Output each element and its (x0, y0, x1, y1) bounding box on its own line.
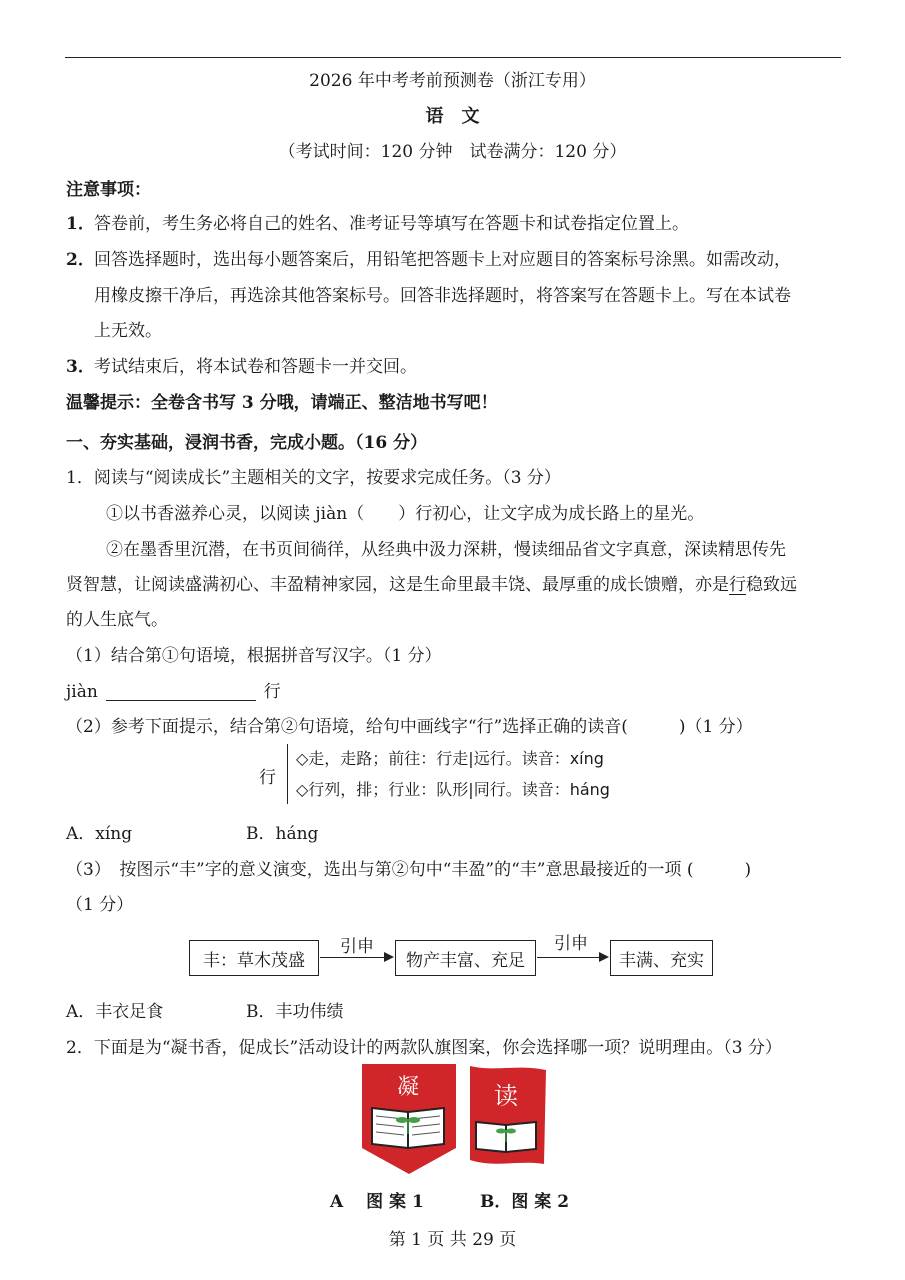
exam-title: 2026 年中考考前预测卷（浙江专用） (309, 71, 596, 91)
page-number: 第 1 页 共 29 页 (388, 1230, 517, 1250)
notice-item-text: 用橡皮擦干净后，再选涂其他答案标号。回答非选择题时，将答案写在答题卡上。写在本试卷 (94, 286, 791, 306)
flow-box-further-meaning: 丰满、充实 (610, 940, 713, 976)
flow-arrow-label: 引申 (554, 934, 588, 954)
question-1-stem: 1．阅读与“阅读成长”主题相关的文字，按要求完成任务。（3 分） (66, 468, 561, 488)
subquestion-3-option-a[interactable]: A．丰衣足食 (66, 1002, 164, 1022)
passage-sentence-1: ①以书香滋养心灵，以阅读 jiàn（ ）行初心，让文字成为成长路上的星光。 (106, 504, 705, 524)
subquestion-2: （2）参考下面提示，结合第②句语境，给句中画线字“行”选择正确的读音( )（1 分） (66, 717, 753, 737)
flow-box-extended-meaning: 物产丰富、充足 (395, 940, 536, 976)
subquestion-1: （1）结合第①句语境，根据拼音写汉字。（1 分） (66, 646, 442, 666)
flag-design-1 (362, 1064, 456, 1176)
flag-caption-b: B．图 案 2 (480, 1192, 570, 1212)
pinyin-label: jiàn (66, 682, 98, 702)
flow-arrow-label: 引申 (340, 937, 374, 957)
flag-1-char: 凝 (396, 1075, 420, 1100)
answer-char: 行 (263, 682, 281, 702)
flag-design-2 (466, 1064, 548, 1170)
notice-heading: 注意事项： (66, 180, 151, 200)
subquestion-3: （3） 按图示“丰”字的意义演变，选出与第②句中“丰盈”的“丰”意思最接近的一项 ( ) (66, 860, 752, 880)
flow-arrow-icon (320, 957, 392, 958)
notice-item-number: 1． (66, 214, 95, 234)
subquestion-2-option-a[interactable]: A．xíng (66, 824, 133, 844)
notice-item-number: 2． (66, 250, 95, 270)
passage-sentence-2: ②在墨香里沉潜，在书页间徜徉，从经典中汲力深耕，慢读细品省文字真意，深读精思传先 (106, 540, 786, 560)
question-2-stem: 2．下面是为“凝书香，促成长”活动设计的两款队旗图案，你会选择哪一项？说明理由。（3 分） (66, 1038, 782, 1058)
definition-1: ◇走，走路；前往：行走|远行。读音：xíng (296, 749, 604, 768)
subquestion-2-option-b[interactable]: B．háng (246, 824, 319, 844)
section-heading: 一、夯实基础，浸润书香，完成小题。（16 分） (66, 433, 428, 453)
definition-brace (287, 744, 294, 804)
flow-arrow-icon (537, 957, 607, 958)
notice-item-number: 3． (66, 357, 95, 377)
passage-sentence-2-line-2 (66, 570, 797, 595)
flag-2-char: 读 (494, 1082, 518, 1110)
notice-item-text: 考试结束后，将本试卷和答题卡一并交回。 (94, 357, 417, 377)
answer-blank[interactable] (106, 682, 256, 701)
passage-text: 贤智慧，让阅读盛满初心、丰盈精神家园，这是生命里最丰饶、最厚重的成长馈赠，亦是 (66, 575, 729, 595)
underlined-char: 行 (729, 575, 746, 595)
notice-item-text: 回答选择题时，选出每小题答案后，用铅笔把答题卡上对应题目的答案标号涂黑。如需改动， (94, 250, 791, 270)
top-rule (65, 57, 841, 58)
passage-text: 稳致远 (746, 575, 797, 595)
subject-title: 语 文 (425, 106, 480, 127)
definition-char: 行 (259, 768, 276, 788)
subquestion-1-answer-line (66, 677, 281, 702)
definition-2: ◇行列，排；行业：队形|同行。读音：háng (296, 780, 610, 799)
subquestion-3-option-b[interactable]: B．丰功伟绩 (246, 1002, 344, 1022)
notice-item-text: 答卷前，考生务必将自己的姓名、准考证号等填写在答题卡和试卷指定位置上。 (94, 214, 689, 234)
flow-box-original-meaning: 丰：草木茂盛 (189, 940, 319, 976)
exam-info: （考试时间：120 分钟 试卷满分：120 分） (278, 142, 627, 162)
notice-item-text: 上无效。 (94, 321, 162, 341)
flag-caption-a: A 图 案 1 (330, 1192, 424, 1212)
subquestion-3-score: （1 分） (66, 895, 134, 915)
writing-tip: 温馨提示：全卷含书写 3 分哦，请端正、整洁地书写吧！ (66, 393, 498, 413)
passage-sentence-2-line-3: 的人生底气。 (66, 610, 168, 630)
